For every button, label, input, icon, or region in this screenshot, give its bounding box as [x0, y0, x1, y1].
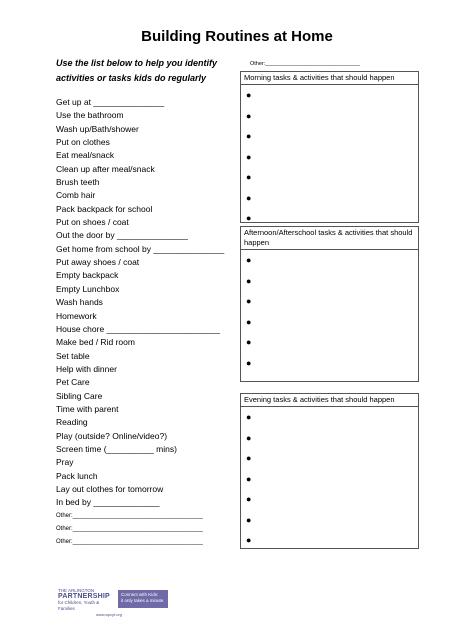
activity-item: Empty backpack [56, 270, 119, 281]
arlington-partnership-logo [58, 588, 170, 618]
page-title: Building Routines at Home [141, 28, 333, 45]
bullet-icon: ● [246, 514, 252, 525]
bullet-icon: ● [246, 494, 252, 504]
evening-bullets [241, 407, 418, 551]
bullet-icon: ● [246, 151, 252, 162]
bullet-icon: ● [246, 535, 252, 545]
activity-item: Pray [56, 457, 74, 468]
logo-badge-line1: Connect with Kids: [121, 592, 159, 597]
activity-item: Use the bathroom [56, 110, 124, 121]
activity-item: Lay out clothes for tomorrow [56, 483, 164, 494]
bullet-icon: ● [246, 110, 252, 121]
bullet-icon: ● [246, 316, 252, 327]
activity-item: Wash up/Bath/shower [56, 123, 139, 134]
activity-list [56, 96, 236, 550]
bullet-icon: ● [246, 255, 252, 265]
activity-item: Put on shoes / coat [56, 217, 129, 228]
morning-box-heading: Morning tasks & activities that should happen [241, 72, 418, 85]
activity-item: Clean up after meal/snack [56, 163, 155, 174]
bullet-icon: ● [246, 172, 252, 182]
activity-item: House chore ________________________ [56, 323, 221, 334]
logo-line2: PARTNERSHIP [58, 593, 110, 600]
activity-item: Wash hands [56, 297, 103, 308]
activity-item: Empty Lunchbox [56, 283, 120, 294]
activity-item: Out the door by _______________ [56, 230, 188, 241]
morning-box [240, 71, 419, 223]
activity-item: Put away shoes / coat [56, 257, 140, 268]
top-other-line: Other:_______________________________ [250, 61, 361, 67]
afternoon-box-heading: Afternoon/Afterschool tasks & activities that should happen [241, 227, 418, 250]
activity-item: Set table [56, 350, 90, 361]
activity-item: Pet Care [56, 377, 90, 388]
other-line: Other:_______________________________________ [56, 539, 203, 546]
activity-item: Pack backpack for school [56, 203, 153, 214]
bullet-icon: ● [246, 432, 252, 443]
activity-item: Time with parent [56, 403, 119, 414]
morning-bullets [241, 85, 418, 229]
logo-line1: THE ARLINGTON [58, 588, 95, 593]
activity-item: Put on clothes [56, 137, 110, 148]
bullet-icon: ● [246, 275, 252, 286]
logo-line3: for Children, Youth & Families [58, 600, 100, 611]
instructions: Use the list below to help you identify activities or tasks kids do regularly [56, 58, 218, 83]
logo-badge [118, 590, 168, 608]
bullet-icon: ● [246, 213, 252, 223]
bullet-icon: ● [246, 412, 252, 422]
logo-url: www.apcyf.org [96, 612, 123, 617]
activity-item: Sibling Care [56, 390, 103, 401]
bullet-icon: ● [246, 453, 252, 463]
activity-item: Make bed / Rid room [56, 337, 135, 348]
bullet-icon: ● [246, 90, 252, 100]
afternoon-box [240, 226, 419, 382]
bullet-icon: ● [246, 296, 252, 306]
activity-item: In bed by ______________ [56, 497, 160, 508]
evening-box [240, 393, 419, 549]
logo-text [58, 588, 116, 612]
bullet-icon: ● [246, 192, 252, 203]
activity-item: Screen time (__________ mins) [56, 443, 177, 454]
activity-item: Brush teeth [56, 177, 100, 188]
bullet-icon: ● [246, 473, 252, 484]
activity-item: Play (outside? Online/video?) [56, 430, 168, 441]
other-line: Other:_______________________________________ [56, 526, 203, 532]
activity-item: Reading [56, 417, 88, 428]
activity-item: Comb hair [56, 190, 96, 201]
activity-item: Get up at _______________ [56, 97, 165, 107]
activity-item: Get home from school by _______________ [56, 243, 225, 254]
activity-item: Homework [56, 310, 97, 321]
logo-badge-line2: it only takes a minute. [121, 598, 165, 603]
other-line: Other:_______________________________________ [56, 512, 203, 519]
afternoon-bullets [241, 250, 418, 373]
activity-item: Eat meal/snack [56, 150, 115, 161]
bullet-icon: ● [246, 337, 252, 347]
evening-box-heading: Evening tasks & activities that should happen [241, 394, 418, 407]
activity-item: Pack lunch [56, 470, 98, 481]
bullet-icon: ● [246, 357, 252, 368]
activity-item: Help with dinner [56, 363, 117, 374]
bullet-icon: ● [246, 131, 252, 141]
